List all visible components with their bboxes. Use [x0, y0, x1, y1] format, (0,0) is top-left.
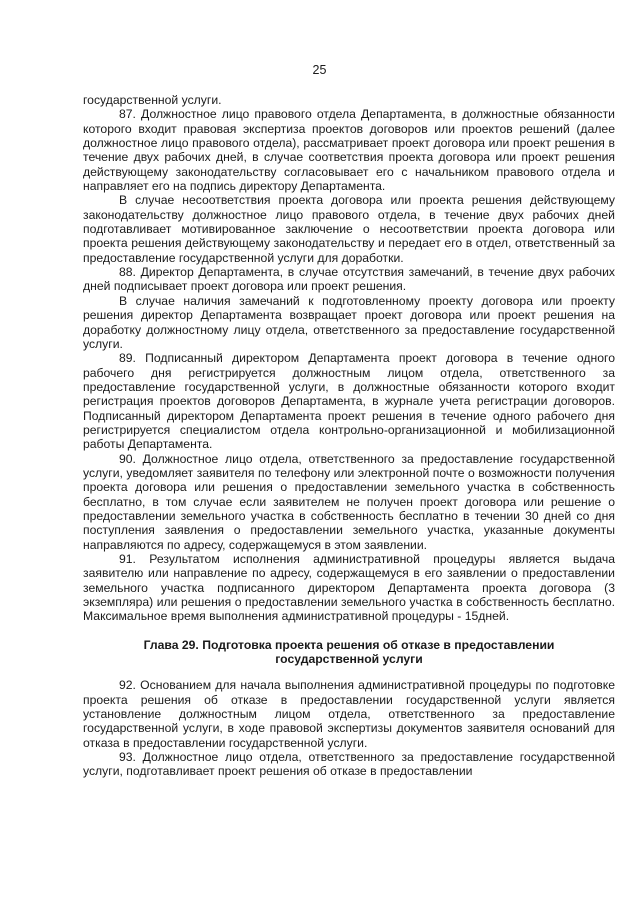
- paragraph-91: 91. Результатом исполнения административной процедуры является выдача заявителю или направление по адресу, содержащемуся в его заявлении о предоставлении земельного участка подписанного директором Департамента проекта договора (3 экземпляра) или решения о предоставлении земельного участка в собственность бесплатно. Максимальное время выполнения административной процедуры - 15дней.: [83, 552, 615, 624]
- paragraph-87-nonconformity: В случае несоответствия проекта договора или проекта решения действующему законодательству должностное лицо правового отдела, в течение двух рабочих дней подготавливает мотивированное заключение о несоответствии проекта договора или проекта решения действующему законодательству и передает его в отдел, ответственный за предоставление государственной услуги для доработки.: [83, 193, 615, 265]
- paragraph-90: 90. Должностное лицо отдела, ответственного за предоставление государственной услуги, уведомляет заявителя по телефону или электронной почте о возможности получения проекта договора или решения о предоставлении земельного участка в собственность бесплатно, в том случае если заявителем не получен проект договора или решение о предоставлении земельного участка в собственность бесплатно в течении 30 дней со дня поступления заявления о предоставлении земельного участка, указанные документы направляются по адресу, содержащемуся в этом заявлении.: [83, 451, 615, 552]
- paragraph-continuation: государственной услуги.: [83, 93, 222, 107]
- paragraph-93: 93. Должностное лицо отдела, ответственного за предоставление государственной услуги, подготавливает проект решения об отказе в предоставлении: [83, 750, 615, 779]
- paragraph-88-remarks: В случае наличия замечаний к подготовленному проекту договора или проекту решения директор Департамента возвращает проект договора или проект решения на доработку должностному лицу отдела, ответственного за предоставление государственной услуги.: [83, 293, 615, 351]
- paragraph-87: 87. Должностное лицо правового отдела Департамента, в должностные обязанности которого входит правовая экспертиза проектов договоров или проектов решений (далее должностное лицо правового отдела), рассматривает проект договора или проект решения в течение двух рабочих дней, в случае соответствия проекта договора или проект решения действующему законодательству согласовывает его с начальником правового отдела и направляет его на подпись директору Департамента.: [83, 107, 615, 194]
- paragraph-92: 92. Основанием для начала выполнения административной процедуры по подготовке проекта решения об отказе в предоставлении государственной услуги является установление должностным лицом отдела, ответственного за предоставление государственной услуги, в ходе правовой экспертизы документов заявителя оснований для отказа в предоставлении государственной услуги.: [83, 678, 615, 750]
- paragraph-88: 88. Директор Департамента, в случае отсутствия замечаний, в течение двух рабочих дней подписывает проект договора или проект решения.: [83, 265, 615, 294]
- page-number: 25: [312, 63, 327, 77]
- chapter-title: Глава 29. Подготовка проекта решения об отказе в предоставлении государственной услуги: [143, 637, 555, 667]
- document-body: [83, 93, 615, 779]
- paragraph-89: 89. Подписанный директором Департамента проект договора в течение одного рабочего дня регистрируется должностным лицом отдела, ответственного за предоставление государственной услуги, в должностные обязанности которого входит регистрация проектов договоров Департамента, в журнале учета регистрации договоров. Подписанный директором Департамента проект решения в течение одного рабочего дня регистрируется специалистом отдела контрольно-организационной и мобилизационной работы Департамента.: [83, 351, 615, 452]
